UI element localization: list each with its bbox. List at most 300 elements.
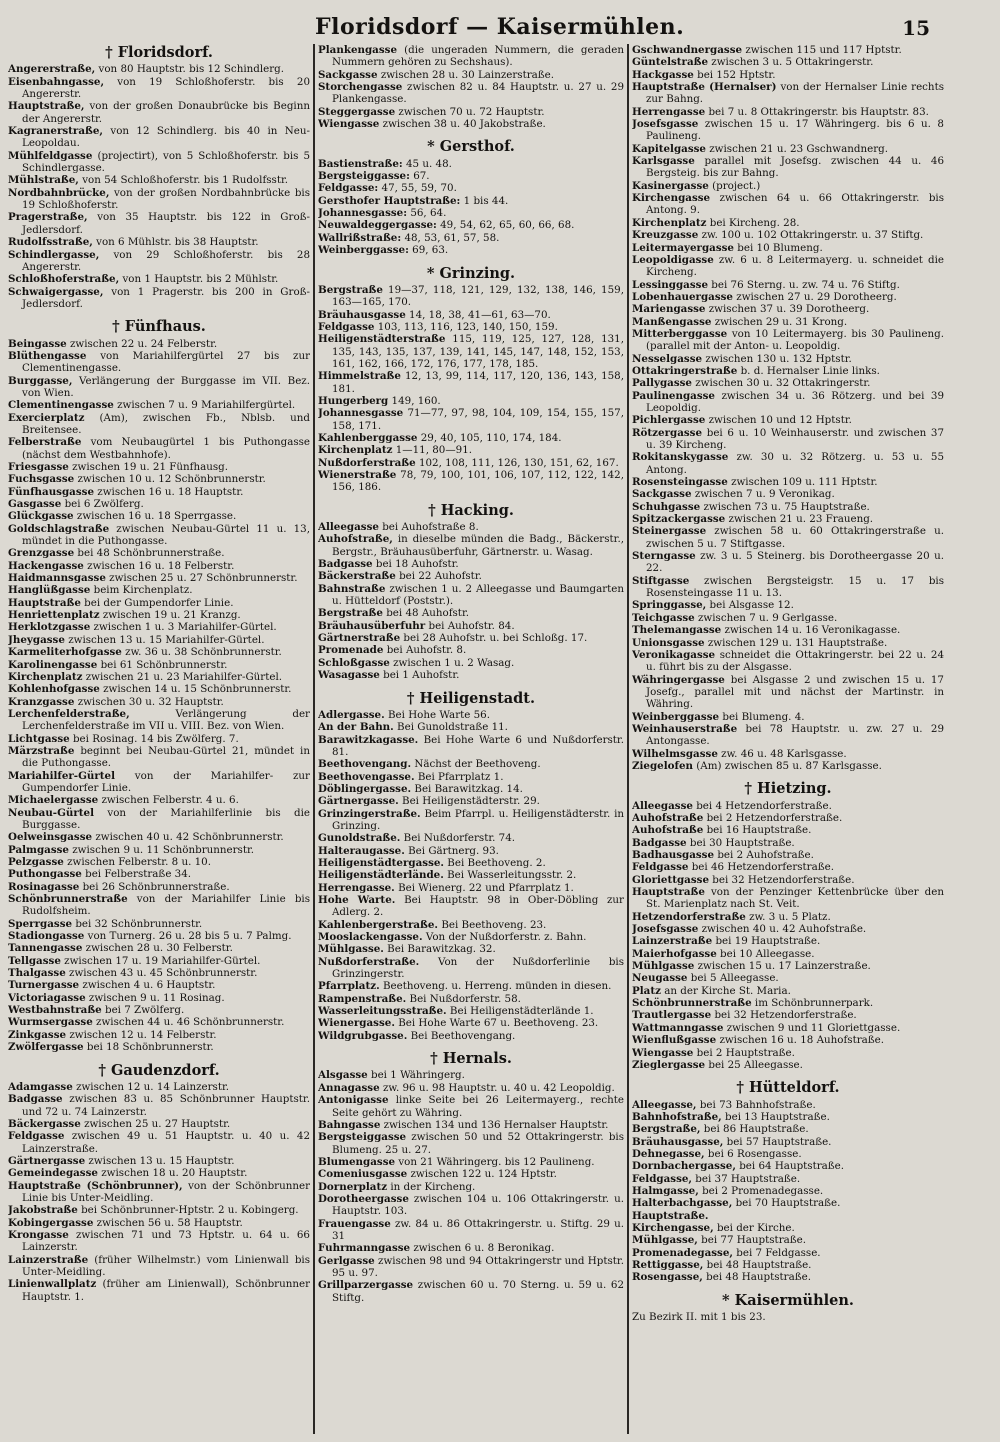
street-description: 102, 108, 111, 126, 130, 151, 62, 167. (418, 456, 619, 469)
street-entry (318, 857, 624, 869)
street-description: 71—77, 97, 98, 104, 109, 154, 155, 157, 158, 171. (332, 407, 624, 432)
street-name: Blumengasse (318, 1155, 396, 1168)
street-description: zwischen 50 und 52 Ottakringerstr. bis Blumeng. 25 u. 27. (332, 1131, 624, 1156)
section-spacer (318, 257, 624, 265)
street-entry (8, 1118, 310, 1130)
street-entry (8, 918, 310, 930)
street-description: zwischen 10 u. 12 Schönbrunnerstr. (77, 473, 266, 486)
street-description: zwischen 12 u. 14 Lainzerstr. (76, 1080, 230, 1093)
street-name: Oelweinsgasse (8, 831, 93, 844)
street-name: Alsgasse (318, 1069, 368, 1082)
street-name: Bahnhofstraße, (632, 1110, 722, 1123)
street-description: bei 48 Auhofstr. (386, 607, 470, 620)
street-name: Josefsgasse (632, 118, 699, 131)
street-name: Halterbachgasse, (632, 1197, 733, 1210)
street-name: Feldgasse (318, 320, 375, 333)
street-description: bei 30 Hauptstraße. (689, 836, 795, 849)
street-entry (318, 309, 624, 321)
section-spacer (8, 1054, 310, 1062)
street-description: zwischen 122 u. 124 Hptstr. (410, 1168, 557, 1181)
street-name: Kahlenbergerstraße. (318, 918, 439, 931)
street-description: bei 46 Hetzendorferstraße. (691, 861, 834, 874)
street-entry (632, 365, 944, 377)
street-description: zw. 100 u. 102 Ottakringerstr. u. 37 Stiftg. (701, 229, 924, 242)
street-name: Stadiongasse (8, 930, 85, 943)
street-name: Wiengasse (632, 1046, 694, 1059)
street-description: 103, 113, 116, 123, 140, 150, 159. (377, 320, 558, 333)
street-entry (8, 893, 310, 918)
street-entry (632, 242, 944, 254)
street-description: Bei Beethovengang. (410, 1029, 516, 1042)
street-entry (8, 634, 310, 646)
street-description: Bei Wienerg. 22 und Pfarrplatz 1. (398, 881, 574, 894)
street-entry (318, 993, 624, 1005)
street-name: Beethovengasse. (318, 770, 415, 783)
street-entry (318, 1156, 624, 1168)
street-entry (318, 232, 624, 244)
street-name: Hackengasse (8, 559, 84, 572)
street-name: Pelzgasse (8, 856, 64, 868)
street-name: Bergsteiggasse (318, 1131, 407, 1144)
street-description: bei 2 Hetzendorferstraße. (706, 811, 843, 824)
street-entry (318, 333, 624, 370)
street-entry (632, 575, 944, 600)
street-entry (8, 1229, 310, 1254)
street-entry (632, 748, 944, 760)
street-name: Lainzerstraße (632, 935, 713, 948)
street-name: Frauengasse (318, 1217, 391, 1230)
street-name: Sterngasse (632, 550, 696, 563)
street-description: bei Blumeng. 4. (722, 710, 805, 723)
street-entry (318, 321, 624, 333)
street-description: zwischen 49 u. 51 Hauptstr. u. 40 u. 42 Lainzerstraße. (22, 1130, 310, 1155)
street-name: Schönbrunnerstraße (632, 997, 752, 1010)
street-name: Palmgasse (8, 843, 69, 856)
street-entry (8, 375, 310, 400)
street-description: zwischen 43 u. 45 Schönbrunnerstr. (69, 967, 258, 980)
street-name: Bräuhausgasse (318, 308, 406, 321)
street-entry (318, 1119, 624, 1131)
street-description: Bei Gunoldstraße 11. (397, 721, 508, 734)
street-entry (8, 856, 310, 868)
street-name: Comeniusgasse (318, 1168, 408, 1181)
street-entry (318, 931, 624, 943)
street-description: bei 32 Hetzendorferstraße. (712, 873, 855, 886)
section-heading: † Hütteldorf. (736, 1079, 840, 1097)
street-entry (318, 845, 624, 857)
street-name: Antonigasse (318, 1094, 389, 1107)
street-entry (318, 570, 624, 582)
street-name: Gärtnerstraße (318, 632, 401, 645)
street-name: Tannengasse (8, 942, 83, 955)
street-name: Hauptstraße (Schönbrunner), (8, 1179, 183, 1192)
street-name: Paulinengasse (632, 389, 715, 402)
street-entry (632, 985, 944, 997)
street-description: bei 48 Hauptstraße. (706, 1271, 811, 1284)
street-entry (632, 1311, 944, 1323)
street-entry (8, 881, 310, 893)
street-name: Sackgasse (318, 68, 378, 81)
street-description: bei 22 Auhofstr. (399, 570, 482, 583)
street-name: Schloßgasse (318, 656, 390, 669)
street-description: von 19 Schloßhoferstr. bis 20 Angererstr. (22, 75, 310, 101)
street-name: Pragerstraße, (8, 211, 88, 224)
street-entry (318, 407, 624, 432)
street-entry (318, 919, 624, 931)
street-entry (8, 733, 310, 745)
street-name: Neuwaldeggergasse: (318, 219, 437, 232)
street-description: von 21 Währingerg. bis 12 Paulineng. (398, 1155, 595, 1168)
street-entry (318, 657, 624, 669)
street-description: bei 152 Hptstr. (697, 68, 776, 81)
street-entry (632, 599, 944, 611)
street-entry (632, 476, 944, 488)
street-entry (318, 734, 624, 759)
street-entry (318, 1193, 624, 1218)
street-name: Zwölfergasse (8, 1041, 84, 1054)
street-entry (8, 273, 310, 285)
street-description: (Am), zwischen Fb., Nblsb. und Breitensee. (22, 411, 310, 436)
street-description: Bei Beethoveng. 23. (441, 918, 547, 931)
street-description: zwischen 82 u. 84 Hauptstr. u. 27 u. 29 Plankengasse. (332, 81, 624, 106)
street-name: Gersthofer Hauptstraße: (318, 194, 461, 207)
street-name: Wallrißstraße: (318, 231, 402, 244)
street-entry (318, 956, 624, 981)
street-name: Güntelstraße (632, 56, 709, 69)
street-name: Badgasse (318, 558, 373, 571)
street-name: Schönbrunnerstraße (8, 893, 128, 906)
street-name: Weinberggasse (632, 710, 720, 723)
section-spacer (8, 310, 310, 318)
street-entry (632, 143, 944, 155)
street-name: Feldgasse (632, 861, 689, 874)
street-description: zwischen 18 u. 20 Hauptstr. (101, 1167, 248, 1180)
street-entry (632, 427, 944, 452)
column-2 (318, 44, 624, 1439)
street-entry (318, 620, 624, 632)
street-entry (632, 254, 944, 279)
street-description: zwischen 19 u. 21 Fünfhausg. (72, 461, 229, 473)
street-name: Gschwandnergasse (632, 44, 743, 56)
street-name: Ziegelofen (632, 759, 693, 772)
street-name: Goldschlagstraße (8, 522, 110, 535)
street-entry (8, 523, 310, 548)
street-name: Alleegasse, (632, 1098, 697, 1111)
street-name: Mühlgasse, (632, 1234, 698, 1247)
street-entry (8, 584, 310, 596)
street-entry (8, 1004, 310, 1016)
street-description: (Am) zwischen 85 u. 87 Karlsgasse. (696, 759, 882, 772)
street-description: zwischen 9 u. 11 Schönbrunnerstr. (72, 843, 255, 856)
street-description: Bei Nußdorferstr. 74. (403, 832, 516, 845)
street-entry (8, 211, 310, 236)
street-name: Hauptstraße (632, 886, 705, 899)
street-description: bei 2 Promenadegasse. (702, 1184, 824, 1197)
street-name: Kasinergasse (632, 179, 709, 192)
street-name: Bergsteiggasse: (318, 170, 410, 183)
street-name: Barawitzkagasse. (318, 733, 419, 746)
street-name: Dorotheergasse (318, 1192, 409, 1205)
street-description: zwischen 34 u. 36 Rötzerg. und bei 39 Leopoldig. (646, 389, 944, 414)
street-entry (632, 180, 944, 192)
street-description: bei 48 Hauptstraße. (706, 1259, 812, 1271)
street-name: Rosensteingasse (632, 476, 728, 489)
street-entry (8, 1254, 310, 1279)
street-description: bei 13 Hauptstraße. (725, 1110, 830, 1123)
street-description: zwischen 1 u. 2 Wasag. (393, 656, 515, 669)
street-name: Nußdorferstraße (318, 456, 416, 469)
street-description: b. d. Hernalser Linie links. (740, 364, 880, 377)
page-title: Floridsdorf — Kaisermühlen. (315, 14, 685, 40)
street-entry (8, 399, 310, 411)
street-description: zwischen 30 u. 32 Hauptstr. (77, 695, 224, 708)
street-description: zwischen Neubau-Gürtel 11 u. 13, mündet in die Puthongasse. (22, 522, 310, 548)
section-spacer (632, 1284, 944, 1292)
street-entry (8, 412, 310, 437)
section-heading: † Heiligenstadt. (406, 689, 536, 707)
street-description: zwischen 73 u. 75 Hauptstraße. (703, 500, 870, 513)
street-entry (318, 182, 624, 194)
street-description: bei Schönbrunner-Hptstr. 2 u. Kobingerg. (81, 1204, 299, 1217)
street-name: Jheygasse (8, 633, 65, 646)
street-entry (318, 1017, 624, 1029)
street-description: zwischen 27 u. 29 Dorotheerg. (736, 290, 897, 303)
street-name: Wildgrubgasse. (318, 1029, 408, 1042)
street-description: Nächst der Beethoveng. (414, 758, 541, 771)
street-entry (318, 444, 624, 456)
street-description: zwischen 44 u. 46 Schönbrunnerstr. (96, 1016, 285, 1029)
street-entry (8, 560, 310, 572)
street-name: Ottakringerstraße (632, 364, 738, 377)
street-entry (8, 1278, 310, 1303)
street-description: zwischen 25 u. 27 Schönbrunnerstr. (109, 572, 298, 585)
street-description: (die ungeraden Nummern, die geraden Nummern gehören zu Sechshaus). (332, 44, 624, 69)
street-entry (318, 521, 624, 533)
street-name: Mühlgasse. (318, 943, 384, 956)
street-description: (früher Wilhelmstr.) vom Linienwall bis Unter-Meidling. (22, 1253, 310, 1278)
street-description: Von der Nußdorferstr. z. Bahn. (425, 931, 587, 944)
street-name: Himmelstraße (318, 370, 401, 383)
street-name: Teichgasse (632, 611, 695, 624)
street-name: Hauptstraße. (632, 1209, 709, 1222)
street-entry (8, 174, 310, 186)
street-entry (318, 395, 624, 407)
street-description: zwischen 7 u. 9 Gerlgasse. (698, 611, 838, 624)
section-spacer (318, 130, 624, 138)
street-entry (318, 1131, 624, 1156)
street-entry (318, 882, 624, 894)
street-description: bei 77 Hauptstraße. (701, 1234, 807, 1247)
street-name: Gärtnergasse (8, 1154, 86, 1167)
street-description: zwischen 38 u. 40 Jakobstraße. (382, 118, 546, 131)
street-entry (632, 1034, 944, 1046)
street-description: zwischen 25 u. 27 Hauptstr. (84, 1117, 231, 1130)
street-entry (632, 1009, 944, 1021)
street-entry (632, 874, 944, 886)
street-description: linke Seite bei 26 Leitermayerg., rechte Seite gehört zu Währing. (332, 1094, 624, 1119)
street-name: Zinkgasse (8, 1028, 67, 1041)
street-entry (632, 612, 944, 624)
street-entry (8, 646, 310, 658)
street-name: Weinberggasse: (318, 244, 409, 257)
street-description: Bei Beethoveng. 2. (447, 856, 546, 869)
street-name: Johannesgasse: (318, 207, 408, 220)
street-description: zw. 6 u. 8 Leitermayerg. u. schneidet die Kircheng. (646, 253, 944, 279)
street-name: Wiengasse (318, 118, 380, 131)
street-description: von Mariahilfergürtel 27 bis zur Clementinengasse. (22, 349, 310, 375)
street-entry (8, 659, 310, 671)
street-name: Badhausgasse (632, 849, 715, 861)
street-name: Feldgasse (8, 1130, 65, 1143)
street-entry (632, 861, 944, 873)
street-entry (318, 583, 624, 608)
street-description: von der Mariahilfer- zur Gumpendorfer Linie. (22, 769, 310, 794)
street-name: Grenzgasse (8, 547, 75, 560)
street-entry (632, 377, 944, 389)
street-description: 49, 54, 62, 65, 60, 66, 68. (440, 219, 575, 232)
street-entry (632, 935, 944, 947)
street-name: Beethovengang. (318, 758, 412, 771)
column-divider (313, 44, 315, 1434)
street-description: zwischen 40 u. 42 Auhofstraße. (701, 923, 867, 936)
street-description: bei der Kirche. (716, 1221, 795, 1234)
street-entry (632, 525, 944, 550)
street-entry (632, 923, 944, 935)
street-entry (632, 849, 944, 861)
street-name: Währingergasse (632, 673, 725, 686)
street-entry (632, 948, 944, 960)
street-description: parallel mit Josefsg. zwischen 44 u. 46 Bergsteig. bis zur Bahng. (646, 155, 944, 180)
section-heading: † Hacking. (428, 501, 514, 519)
street-entry (318, 170, 624, 182)
street-name: Herklotzgasse (8, 621, 91, 634)
street-name: Döblingergasse. (318, 782, 412, 795)
street-entry (632, 1160, 944, 1172)
street-entry (318, 1069, 624, 1081)
street-name: Promenadegasse, (632, 1246, 733, 1259)
street-name: Bräuhausgasse, (632, 1135, 724, 1148)
street-entry (8, 1204, 310, 1216)
street-name: Heiligenstädterlände. (318, 869, 444, 882)
street-description: von 1 Hauptstr. bis 2 Mühlstr. (122, 273, 279, 286)
street-name: Schindlergasse, (8, 248, 100, 261)
street-entry (8, 1041, 310, 1053)
street-description: bei 2 Auhofstraße. (717, 849, 814, 861)
street-name: Alleegasse (318, 521, 379, 534)
street-entry (8, 967, 310, 979)
street-description: 1—11, 80—91. (395, 444, 473, 457)
street-description: bei 32 Hetzendorferstraße. (714, 1009, 857, 1022)
street-entry (8, 844, 310, 856)
street-description: bei 1 Währingerg. (371, 1069, 465, 1082)
street-name: Rudolfsstraße, (8, 236, 93, 249)
street-name: Wienflußgasse (632, 1034, 717, 1047)
street-description: in der Kircheng. (390, 1180, 476, 1193)
street-name: Kobingergasse (8, 1216, 94, 1229)
street-name: Bergstraße (318, 283, 383, 296)
street-entry (632, 1047, 944, 1059)
street-description: zwischen Felberstr. 8 u. 10. (67, 856, 212, 868)
street-description: von der großen Nordbahnbrücke bis 19 Schloßhoferstr. (22, 186, 310, 212)
street-description: zwischen 104 u. 106 Ottakringerstr. u. Hauptstr. 103. (332, 1192, 624, 1218)
street-entry (632, 800, 944, 812)
street-description: zwischen 37 u. 39 Dorotheerg. (708, 303, 870, 316)
street-name: Fünfhausgasse (8, 485, 94, 498)
street-name: Friesgasse (8, 461, 69, 473)
street-name: Gasgasse (8, 498, 62, 511)
street-entry (632, 550, 944, 575)
street-entry (632, 69, 944, 81)
street-entry (632, 328, 944, 353)
street-name: Feldgasse: (318, 182, 379, 195)
street-description: zwischen 40 u. 42 Schönbrunnerstr. (95, 831, 284, 844)
street-name: Karmeliterhofgasse (8, 646, 122, 659)
section-spacer (632, 1071, 944, 1079)
section-spacer (318, 682, 624, 690)
street-description: 29, 40, 105, 110, 174, 184. (420, 431, 562, 444)
street-name: Fuhrmanngasse (318, 1242, 411, 1255)
street-entry (8, 1081, 310, 1093)
street-description: zwischen Bergsteigstr. 15 u. 17 bis Rosensteingasse 11 u. 13. (646, 574, 944, 600)
street-description: von der Mariahilferlinie bis die Burggasse. (22, 806, 310, 831)
column-1 (8, 44, 310, 1439)
street-entry (318, 869, 624, 881)
street-entry (8, 1130, 310, 1155)
street-name: Wilhelmsgasse (632, 747, 718, 760)
street-description: von der Schönbrunner Linie bis Unter-Meidling. (22, 1179, 310, 1204)
street-name: Karlsgasse (632, 155, 695, 168)
street-entry (318, 832, 624, 844)
street-entry (632, 316, 944, 328)
street-name: Kirchenplatz (632, 216, 707, 229)
street-entry (8, 1016, 310, 1028)
street-entry (8, 1155, 310, 1167)
street-description: zwischen 16 u. 18 Felberstr. (87, 559, 235, 572)
street-description: zwischen 12 u. 14 Felberstr. (69, 1028, 217, 1041)
street-entry (318, 1255, 624, 1280)
street-entry (632, 1123, 944, 1135)
street-entry (8, 486, 310, 498)
street-entry (8, 350, 310, 375)
street-name: Mooslackengasse. (318, 931, 423, 944)
street-entry (318, 69, 624, 81)
street-name: Neubau-Gürtel (8, 806, 95, 819)
street-name: Steggergasse (318, 105, 396, 118)
street-name: Nordbahnbrücke, (8, 186, 110, 199)
street-entry (318, 469, 624, 494)
street-name: Wasagasse (318, 669, 380, 682)
street-name: Unionsgasse (632, 636, 705, 649)
street-description: Bei Wasserleitungsstr. 2. (447, 869, 577, 882)
street-name: Kirchenplatz (318, 444, 393, 457)
street-entry (8, 671, 310, 683)
street-description: zwischen 16 u. 18 Auhofstraße. (719, 1034, 885, 1047)
street-name: Rokitanskygasse (632, 451, 729, 464)
street-name: Gemeindegasse (8, 1167, 98, 1180)
street-name: Alleegasse (632, 799, 693, 812)
street-entry (318, 632, 624, 644)
street-entry (8, 621, 310, 633)
street-description: zwischen 7 u. 9 Veronikag. (694, 488, 835, 501)
street-entry (632, 118, 944, 143)
street-entry (8, 510, 310, 522)
street-description: zw. 84 u. 86 Ottakringerstr. u. Stiftg. 29 u. 31 (332, 1217, 624, 1242)
street-name: Lerchenfelderstraße, (8, 707, 130, 720)
street-entry (318, 558, 624, 570)
street-description: bei 76 Sterng. u. zw. 74 u. 76 Stiftg. (711, 278, 900, 291)
street-entry (318, 81, 624, 106)
street-name: Auhofstraße (632, 811, 704, 824)
